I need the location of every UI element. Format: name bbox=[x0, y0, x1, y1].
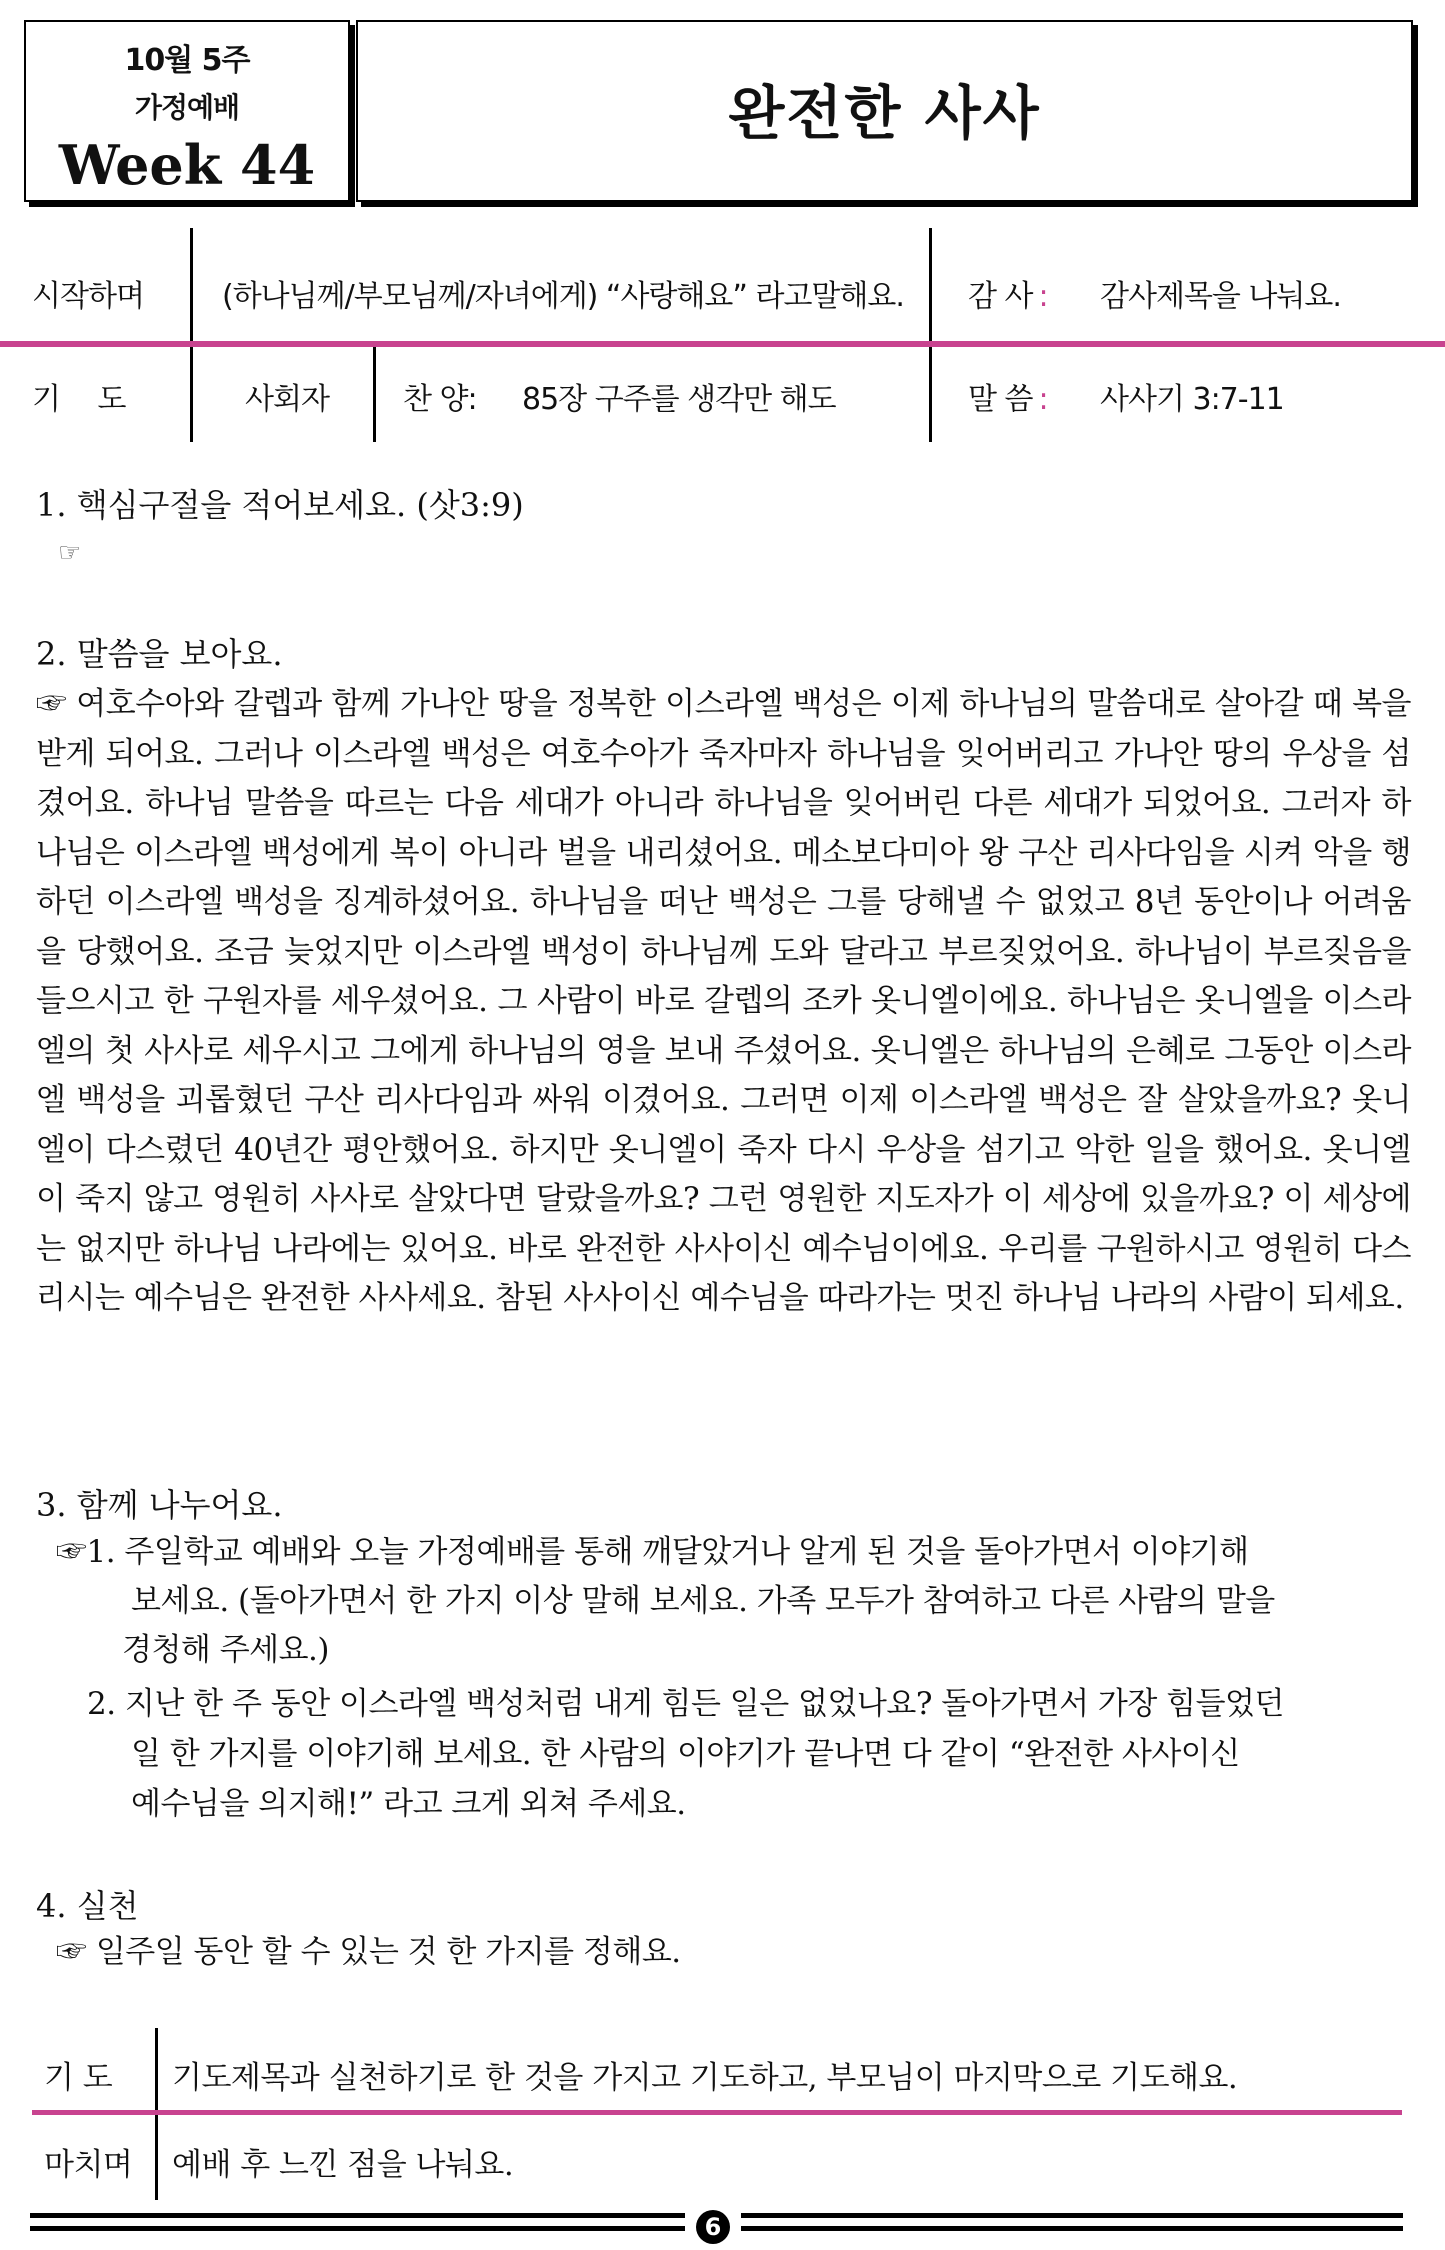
share-item-1-line: 경청해 주세요.) bbox=[122, 1632, 329, 1668]
page-rule bbox=[30, 2226, 685, 2231]
page-rule bbox=[741, 2213, 1403, 2218]
page-rule bbox=[30, 2213, 685, 2218]
share-item-2-line: 2. 지난 한 주 동안 이스라엘 백성처럼 내게 힘든 일은 없었나요? 돌아가면서 가장 힘들었던 bbox=[87, 1686, 1284, 1722]
share-item-1-line: ☞1. 주일학교 예배와 오늘 가정예배를 통해 깨달았거나 알게 된 것을 돌아가면서 이야기해 bbox=[56, 1534, 1249, 1570]
thanks-label: 감 사 : bbox=[968, 279, 1048, 314]
share-item-1-line: 보세요. (돌아가면서 한 가지 이상 말해 보세요. 가족 모두가 참여하고 다른 사람의 말을 bbox=[131, 1583, 1275, 1619]
page-number: 6 bbox=[696, 2210, 730, 2244]
hymn-label: 찬 양: bbox=[403, 382, 477, 417]
page-rule bbox=[741, 2226, 1403, 2231]
pink-divider bbox=[32, 2110, 1402, 2115]
word-colon: : bbox=[1038, 382, 1048, 417]
closing-label: 마치며 bbox=[44, 2147, 133, 2183]
start-text: (하나님께/부모님께/자녀에게) “사랑해요” 라고말해요. bbox=[222, 279, 904, 314]
page-title: 완전한 사사 bbox=[728, 79, 1041, 147]
thanks-colon: : bbox=[1038, 279, 1048, 314]
footer-prayer-text: 기도제목과 실천하기로 한 것을 가지고 기도하고, 부모님이 마지막으로 기도해요. bbox=[172, 2060, 1238, 2096]
thanks-text: 감사제목을 나눠요. bbox=[1100, 279, 1341, 314]
pink-divider bbox=[0, 341, 1445, 347]
pointing-hand-icon: ☞ bbox=[58, 538, 82, 568]
footer-prayer-label: 기 도 bbox=[44, 2060, 113, 2096]
scripture-reference: 사사기 3:7-11 bbox=[1100, 382, 1284, 417]
share-item-2-line: 일 한 가지를 이야기해 보세요. 한 사람의 이야기가 끝나면 다 같이 “완전한 사사이신 bbox=[131, 1736, 1240, 1772]
section-4-title: 4. 실천 bbox=[36, 1887, 139, 1925]
section-3-title: 3. 함께 나누어요. bbox=[36, 1486, 283, 1524]
hymn-text: 85장 구주를 생각만 해도 bbox=[522, 382, 836, 417]
word-label: 말 씀 : bbox=[968, 382, 1048, 417]
share-item-2-line: 예수님을 의지해!” 라고 크게 외쳐 주세요. bbox=[131, 1786, 686, 1822]
grid-divider bbox=[190, 228, 193, 442]
section-1-title: 1. 핵심구절을 적어보세요. (삿3:9) bbox=[36, 486, 524, 524]
worship-kind-label: 가정예배 bbox=[134, 91, 240, 124]
date-label: 10월 5주 bbox=[124, 43, 250, 78]
start-label: 시작하며 bbox=[32, 279, 144, 314]
practice-text: ☞ 일주일 동안 할 수 있는 것 한 가지를 정해요. bbox=[56, 1934, 681, 1970]
leader-label: 사회자 bbox=[245, 382, 329, 417]
prayer-label: 기 도 bbox=[32, 382, 126, 417]
sermon-passage: ☞ 여호수아와 갈렙과 함께 가나안 땅을 정복한 이스라엘 백성은 이제 하나님의 말씀대로 살아갈 때 복을 받게 되어요. 그러나 이스라엘 백성은 여호수아가 죽자마자 하나님을 잊어버리고 가나안 땅의 우상을 섬겼어요. 하나님 말씀을 따르는 다음 세대가 아니라 하나님을 잊어버린 다른 세대가 되었어요. 그러자 하나님은 이스라엘 백성에게 복이 아니라 벌을 내리셨어요. 메소보다미아 왕 구산 리사다임을 시켜 악을 행하던 이스라엘 백성을 징계하셨어요. 하나님을 떠난 백성은 그를 당해낼 수 없었고 8년 동안이나 어려움을 당했어요. 조금 늦었지만 이스라엘 백성이 하나님께 도와 달라고 부르짖었어요. 하나님이 부르짖음을 들으시고 한 구원자를 세우셨어요. 그 사람이 바로 갈렙의 조카 옷니엘이에요. 하나님은 옷니엘을 이스라엘의 첫 사사로 세우시고 그에게 하나님의 영을 보내 주셨어요. 옷니엘은 하나님의 은혜로 그동안 이스라엘 백성을 괴롭혔던 구산 리사다임과 싸워 이겼어요. 그러면 이제 이스라엘 백성은 잘 살았을까요? 옷니엘이 다스렸던 40년간 평안했어요. 하지만 옷니엘이 죽자 다시 우상을 섬기고 악한 일을 했어요. 옷니엘이 죽지 않고 영원히 사사로 살았다면 달랐을까요? 그런 영원한 지도자가 이 세상에 있을까요? 이 세상에는 없지만 하나님 나라에는 있어요. 바로 완전한 사사이신 예수님이에요. 우리를 구원하시고 영원히 다스리시는 예수님은 완전한 사사세요. 참된 사사이신 예수님을 따라가는 멋진 하나님 나라의 사람이 되세요. bbox=[36, 686, 1411, 1316]
grid-divider bbox=[929, 228, 932, 442]
section-2-title: 2. 말씀을 보아요. bbox=[36, 635, 283, 673]
header-title-box bbox=[356, 20, 1413, 202]
closing-text: 예배 후 느낀 점을 나눠요. bbox=[172, 2147, 514, 2183]
week-label: Week 44 bbox=[58, 133, 316, 197]
header-week-box bbox=[24, 20, 350, 202]
grid-divider bbox=[373, 345, 376, 442]
